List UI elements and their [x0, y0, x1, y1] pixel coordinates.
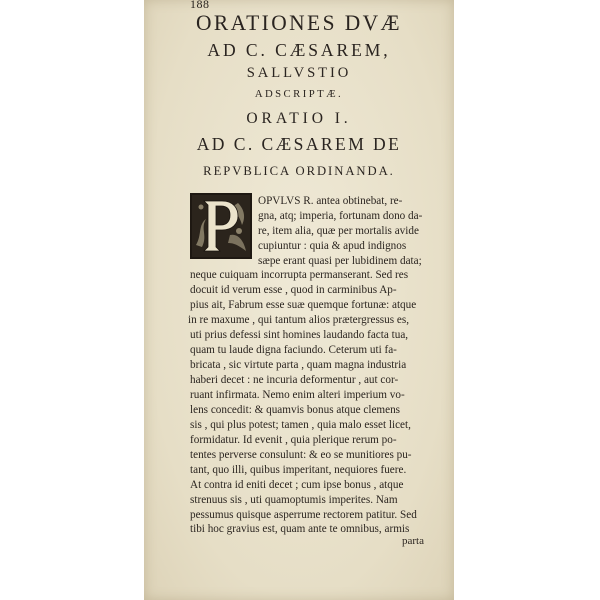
- heading-line-7: REPVBLICA ORDINANDA.: [203, 163, 395, 178]
- body-line-18: tentes perverse consulunt: & eo se munitiores pu-: [190, 449, 412, 461]
- page-number: 188: [190, 0, 210, 11]
- body-line-5: sæpe erant quasi per lubidinem data;: [258, 255, 422, 267]
- body-line-6: neque cuiquam incorrupta permanserant. Sed res: [190, 269, 409, 281]
- body-line-12: bricata , sic virtute parta , quam magna industria: [190, 359, 407, 371]
- body-line-9: in re maxume , qui tantum alios prætergressus es,: [188, 314, 410, 326]
- body-line-17: formidatur. Id evenit , quia plerique rerum po-: [190, 434, 397, 446]
- body-line-23: tibi hoc gravius est, quam ante te omnibus, armis: [190, 523, 410, 535]
- body-line-8: pius ait, Fabrum esse suæ quemque fortunæ: atque: [190, 299, 417, 311]
- body-line-21: strenuus sis , uti quamoptumis imperites. Nam: [190, 494, 398, 506]
- body-line-10: uti prius defessi sint homines laudando facta tua,: [190, 329, 409, 341]
- body-line-20: At contra id eniti decet ; cum ipse bonus , atque: [190, 479, 404, 491]
- ornamental-drop-cap: [190, 193, 252, 259]
- heading-line-4: ADSCRIPTÆ.: [254, 88, 344, 100]
- body-line-19: tant, quo illi, quibus imperitant, nequiores fuere.: [190, 464, 407, 476]
- drop-cap-ornament-icon: [192, 195, 250, 257]
- heading-line-3: SALLVSTIO: [246, 65, 352, 81]
- body-line-13: haberi decet : ne incuria deformentur , aut cor-: [190, 374, 399, 386]
- body-line-3: re, item alia, quæ per mortalis avide: [258, 225, 419, 237]
- body-line-2: gna, atq; imperia, fortunam dono da-: [258, 210, 423, 222]
- heading-line-6: AD C. CÆSAREM DE: [196, 134, 402, 154]
- body-line-1: OPVLVS R. antea obtinebat, re-: [258, 195, 403, 207]
- heading-line-5: ORATIO I.: [246, 110, 352, 127]
- body-line-7: docuit id verum esse , quod in carminibus Ap-: [190, 284, 397, 296]
- body-line-22: pessumus quisque asperrume rectorem patitur. Sed: [190, 509, 417, 521]
- body-line-11: quam tu laude digna faciundo. Ceterum uti fa-: [190, 344, 397, 356]
- book-page: [144, 0, 454, 600]
- body-line-4: cupiuntur : quia & apud indignos: [258, 240, 407, 252]
- catchword: parta: [402, 535, 424, 547]
- body-line-15: lens concedit: & quamvis bonus atque clemens: [190, 404, 401, 416]
- body-line-14: ruant infirmata. Nemo enim alteri imperium vo-: [190, 389, 405, 401]
- heading-line-2: AD C. CÆSAREM,: [207, 40, 391, 60]
- heading-line-1: ORATIONES DVÆ: [195, 10, 403, 35]
- body-line-16: sis , qui plus potest; tamen , quia malo esset licet,: [190, 419, 411, 431]
